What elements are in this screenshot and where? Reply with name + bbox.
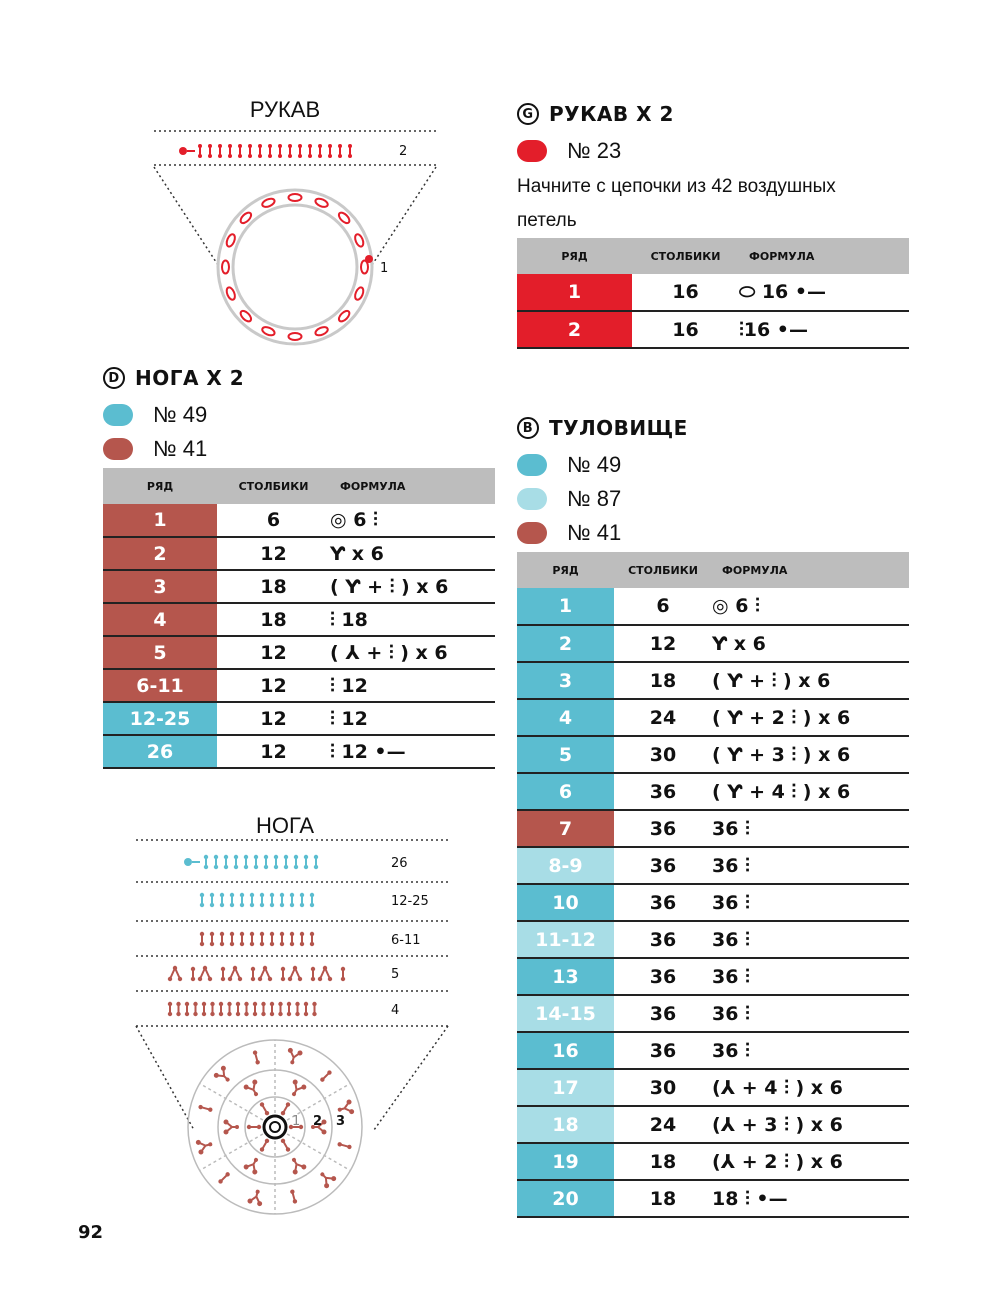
table-row	[517, 847, 909, 884]
col-header-stitches: СТОЛБИКИ	[614, 552, 712, 588]
chain-stitch-mark	[222, 261, 229, 274]
leg-row-label: 26	[391, 856, 408, 871]
single-crochet-mark	[219, 1002, 223, 1016]
slip-stitch-mark	[184, 858, 192, 866]
row-number: 10	[517, 884, 614, 921]
single-crochet-mark	[311, 967, 315, 981]
chain-stitch-mark	[225, 286, 236, 301]
col-header-row: РЯД	[103, 468, 217, 504]
section-g-title	[517, 102, 674, 126]
row-number: 16	[517, 1032, 614, 1069]
section-g-note: Начните с цепочки из 42 воздушных петель	[517, 176, 836, 231]
single-crochet-mark	[295, 1002, 299, 1016]
single-crochet-mark	[270, 932, 274, 946]
section-b-legend-item	[517, 520, 621, 546]
table-row	[517, 736, 909, 773]
formula: ( Ƴ + 4 ⫶ ) x 6	[712, 773, 909, 810]
table-row	[517, 311, 909, 348]
stitch-count: 6	[217, 504, 330, 537]
row-number: 5	[103, 636, 217, 669]
formula: ◎ 6 ⫶	[330, 504, 495, 537]
row-number: 3	[103, 570, 217, 603]
row-number: 20	[517, 1180, 614, 1217]
yarn-number: № 87	[567, 486, 622, 511]
increase-mark	[224, 1120, 240, 1135]
stitch-count: 36	[614, 773, 712, 810]
section-d-legend-item	[103, 402, 207, 428]
single-crochet-mark	[304, 855, 308, 869]
single-crochet-mark	[348, 144, 352, 158]
row-number: 19	[517, 1143, 614, 1180]
section-b-legend-item	[517, 486, 621, 512]
stitch-count: 16	[632, 311, 739, 348]
stitch-count: 36	[614, 810, 712, 847]
chain-stitch-mark	[314, 197, 329, 208]
single-crochet-mark	[221, 967, 225, 981]
formula: Ƴ x 6	[712, 625, 909, 662]
chain-stitch-mark	[314, 325, 329, 336]
stitch-count: 36	[614, 884, 712, 921]
section-d-table	[103, 468, 495, 769]
single-crochet-mark	[280, 893, 284, 907]
increase-mark	[287, 1079, 308, 1100]
single-crochet-mark	[337, 1142, 352, 1150]
single-crochet-mark	[220, 893, 224, 907]
row-number: 3	[517, 662, 614, 699]
single-crochet-mark	[244, 855, 248, 869]
single-crochet-mark	[294, 855, 298, 869]
single-crochet-mark	[280, 1138, 291, 1153]
col-header-formula: ФОРМУЛА	[330, 468, 495, 504]
single-crochet-mark	[236, 1002, 240, 1016]
col-header-stitches: СТОЛБИКИ	[217, 468, 330, 504]
formula: ◎ 6 ⫶	[712, 588, 909, 625]
row-number: 6	[517, 773, 614, 810]
single-crochet-mark	[210, 1002, 214, 1016]
formula: (⅄ + 3 ⫶ ) x 6	[712, 1106, 909, 1143]
formula: (⅄ + 4 ⫶ ) x 6	[712, 1069, 909, 1106]
table-row	[517, 1069, 909, 1106]
row-number: 4	[103, 603, 217, 636]
single-crochet-mark	[328, 144, 332, 158]
stitch-count: 18	[614, 1180, 712, 1217]
row-number: 8-9	[517, 847, 614, 884]
leg-row-label: 5	[391, 967, 400, 982]
single-crochet-mark	[319, 1069, 332, 1082]
section-b-table	[517, 552, 909, 1218]
table-row	[517, 625, 909, 662]
decrease-mark	[228, 966, 242, 981]
single-crochet-mark	[217, 1171, 230, 1184]
stitch-count: 30	[614, 736, 712, 773]
increase-mark	[213, 1065, 235, 1087]
chain-stitch-mark	[261, 325, 276, 336]
yarn-number: № 49	[567, 452, 622, 477]
single-crochet-mark	[270, 893, 274, 907]
yarn-number: № 41	[153, 436, 208, 461]
section-b-badge: B	[517, 417, 539, 439]
row-number: 6-11	[103, 669, 217, 702]
single-crochet-mark	[274, 855, 278, 869]
sleeve-diagram	[150, 125, 450, 365]
row-number: 13	[517, 958, 614, 995]
row-number: 18	[517, 1106, 614, 1143]
table-row	[103, 735, 495, 768]
section-d-title	[103, 366, 244, 390]
single-crochet-mark	[284, 855, 288, 869]
single-crochet-mark	[314, 855, 318, 869]
single-crochet-mark	[224, 855, 228, 869]
single-crochet-mark	[304, 1002, 308, 1016]
formula: 36 ⫶	[712, 884, 909, 921]
single-crochet-mark	[218, 144, 222, 158]
stitch-count: 36	[614, 921, 712, 958]
stitch-count: 36	[614, 958, 712, 995]
single-crochet-mark	[300, 932, 304, 946]
single-crochet-mark	[244, 1002, 248, 1016]
increase-mark	[287, 1154, 308, 1175]
table-row	[103, 603, 495, 636]
section-b-legend-item	[517, 452, 621, 478]
stitch-count: 36	[614, 1032, 712, 1069]
table-row	[517, 588, 909, 625]
formula: ⫶ 18	[330, 603, 495, 636]
single-crochet-mark	[210, 932, 214, 946]
section-b-title	[517, 416, 688, 440]
table-row	[517, 699, 909, 736]
single-crochet-mark	[185, 1002, 189, 1016]
formula: 36 ⫶	[712, 995, 909, 1032]
slip-stitch-mark	[179, 147, 187, 155]
single-crochet-mark	[228, 144, 232, 158]
formula: ⫶ 12 •—	[330, 735, 495, 768]
row-number: 7	[517, 810, 614, 847]
yarn-number: № 49	[153, 402, 208, 427]
single-crochet-mark	[176, 1002, 180, 1016]
single-crochet-mark	[251, 967, 255, 981]
stitch-count: 18	[614, 662, 712, 699]
single-crochet-mark	[264, 855, 268, 869]
single-crochet-mark	[259, 1138, 270, 1153]
single-crochet-mark	[238, 144, 242, 158]
formula: 36 ⫶	[712, 810, 909, 847]
single-crochet-mark	[308, 144, 312, 158]
single-crochet-mark	[278, 144, 282, 158]
single-crochet-mark	[168, 1002, 172, 1016]
increase-mark	[316, 1168, 338, 1190]
row-number: 11-12	[517, 921, 614, 958]
single-crochet-mark	[298, 144, 302, 158]
formula: Ƴ x 6	[330, 537, 495, 570]
leg-diagram-title: НОГА	[255, 813, 315, 838]
formula: 36 ⫶	[712, 1032, 909, 1069]
yarn-number: № 41	[567, 520, 622, 545]
formula: ( Ƴ + ⫶ ) x 6	[712, 662, 909, 699]
formula: 36 ⫶	[712, 847, 909, 884]
formula: ( Ƴ + 3 ⫶ ) x 6	[712, 736, 909, 773]
leg-ring-label: 3	[336, 1114, 346, 1129]
single-crochet-mark	[248, 144, 252, 158]
increase-mark	[247, 1188, 266, 1207]
row-number: 1	[517, 588, 614, 625]
table-row	[103, 537, 495, 570]
increase-mark	[243, 1079, 264, 1100]
table-row	[517, 662, 909, 699]
table-row	[517, 1180, 909, 1217]
formula: ( Ƴ + ⫶ ) x 6	[330, 570, 495, 603]
single-crochet-mark	[341, 967, 345, 981]
yarn-color-swatch	[517, 454, 547, 476]
decrease-mark	[288, 966, 302, 981]
leg-ring-label: 2	[313, 1114, 323, 1129]
row-number: 2	[517, 625, 614, 662]
single-crochet-mark	[268, 144, 272, 158]
section-d-legend-item	[103, 436, 207, 462]
single-crochet-mark	[204, 855, 208, 869]
col-header-formula: ФОРМУЛА	[712, 552, 909, 588]
col-header-stitches: СТОЛБИКИ	[632, 238, 739, 274]
single-crochet-mark	[214, 855, 218, 869]
single-crochet-mark	[254, 855, 258, 869]
chain-stitch-mark	[353, 286, 364, 301]
decrease-mark	[258, 966, 272, 981]
sleeve-row-label: 1	[380, 261, 389, 276]
single-crochet-mark	[220, 932, 224, 946]
stitch-count: 12	[217, 702, 330, 735]
col-header-formula: ФОРМУЛА	[739, 238, 909, 274]
stitch-count: 12	[217, 669, 330, 702]
single-crochet-mark	[318, 144, 322, 158]
chain-stitch-mark	[289, 333, 302, 340]
table-row	[103, 669, 495, 702]
stitch-count: 12	[217, 636, 330, 669]
decrease-mark	[318, 966, 332, 981]
stitch-count: 24	[614, 1106, 712, 1143]
section-g-heading: РУКАВ X 2	[549, 102, 674, 126]
table-row	[517, 995, 909, 1032]
single-crochet-mark	[338, 144, 342, 158]
single-crochet-mark	[310, 932, 314, 946]
section-d-heading: НОГА X 2	[135, 366, 245, 390]
leg-row-label: 4	[391, 1003, 400, 1018]
table-row	[517, 1106, 909, 1143]
single-crochet-mark	[198, 1104, 213, 1112]
formula: 36 ⫶	[712, 921, 909, 958]
stitch-count: 36	[614, 995, 712, 1032]
single-crochet-mark	[270, 1002, 274, 1016]
stitch-count: 18	[614, 1143, 712, 1180]
yarn-color-swatch	[517, 522, 547, 544]
single-crochet-mark	[280, 932, 284, 946]
single-crochet-mark	[210, 893, 214, 907]
table-row	[103, 504, 495, 537]
col-header-row: РЯД	[517, 552, 614, 588]
formula: ⬭ 16 •—	[739, 274, 909, 311]
table-row	[517, 810, 909, 847]
formula: (⅄ + 2 ⫶ ) x 6	[712, 1143, 909, 1180]
stitch-count: 12	[217, 735, 330, 768]
formula: ⫶ 12	[330, 669, 495, 702]
stitch-count: 18	[217, 603, 330, 636]
section-g-legend-item	[517, 138, 621, 164]
single-crochet-mark	[290, 893, 294, 907]
single-crochet-mark	[259, 1101, 270, 1116]
single-crochet-mark	[280, 1101, 291, 1116]
yarn-color-swatch	[517, 488, 547, 510]
chain-stitch-mark	[261, 197, 276, 208]
single-crochet-mark	[234, 855, 238, 869]
table-row	[517, 274, 909, 311]
section-d-badge: D	[103, 367, 125, 389]
formula: 36 ⫶	[712, 958, 909, 995]
single-crochet-mark	[193, 1002, 197, 1016]
stitch-count: 36	[614, 847, 712, 884]
page-number: 92	[78, 1222, 104, 1243]
chain-stitch-mark	[353, 233, 364, 248]
single-crochet-mark	[290, 932, 294, 946]
yarn-number: № 23	[567, 138, 622, 163]
formula: ( Ƴ + 2 ⫶ ) x 6	[712, 699, 909, 736]
row-number: 1	[103, 504, 217, 537]
single-crochet-mark	[227, 1002, 231, 1016]
stitch-count: 6	[614, 588, 712, 625]
table-row	[517, 958, 909, 995]
leg-row-label: 6-11	[391, 933, 421, 948]
table-row	[103, 570, 495, 603]
single-crochet-mark	[310, 893, 314, 907]
stitch-count: 30	[614, 1069, 712, 1106]
row-number: 14-15	[517, 995, 614, 1032]
table-row	[517, 884, 909, 921]
stitch-count: 24	[614, 699, 712, 736]
row-number: 5	[517, 736, 614, 773]
leg-ring-label: 1	[292, 1114, 301, 1129]
increase-mark	[285, 1047, 304, 1066]
table-row	[517, 1032, 909, 1069]
single-crochet-mark	[200, 932, 204, 946]
single-crochet-mark	[202, 1002, 206, 1016]
single-crochet-mark	[250, 893, 254, 907]
row-number: 26	[103, 735, 217, 768]
single-crochet-mark	[252, 1050, 260, 1065]
decrease-mark	[198, 966, 212, 981]
formula: ⫶ 12	[330, 702, 495, 735]
single-crochet-mark	[258, 144, 262, 158]
row-number: 2	[103, 537, 217, 570]
chain-stitch-mark	[225, 233, 236, 248]
table-row	[517, 1143, 909, 1180]
single-crochet-mark	[281, 967, 285, 981]
stitch-count: 18	[217, 570, 330, 603]
increase-mark	[195, 1137, 214, 1156]
increase-mark	[243, 1154, 264, 1175]
row-number: 17	[517, 1069, 614, 1106]
sleeve-diagram-title: РУКАВ	[249, 97, 321, 122]
single-crochet-mark	[250, 932, 254, 946]
yarn-color-swatch	[103, 404, 133, 426]
section-g-badge: G	[517, 103, 539, 125]
table-row	[517, 773, 909, 810]
single-crochet-mark	[260, 932, 264, 946]
table-row	[103, 636, 495, 669]
single-crochet-mark	[230, 932, 234, 946]
single-crochet-mark	[278, 1002, 282, 1016]
row-number: 1	[517, 274, 632, 311]
decrease-mark	[168, 966, 182, 981]
single-crochet-mark	[230, 893, 234, 907]
section-b-heading: ТУЛОВИЩЕ	[549, 416, 688, 440]
section-g-table	[517, 238, 909, 349]
sleeve-row-label: 2	[399, 144, 408, 159]
formula: ⫶16 •—	[739, 311, 909, 348]
col-header-row: РЯД	[517, 238, 632, 274]
single-crochet-mark	[208, 144, 212, 158]
single-crochet-mark	[300, 893, 304, 907]
stitch-count: 12	[217, 537, 330, 570]
single-crochet-mark	[312, 1002, 316, 1016]
table-row	[103, 702, 495, 735]
single-crochet-mark	[253, 1002, 257, 1016]
row-number: 2	[517, 311, 632, 348]
formula: 18 ⫶ •—	[712, 1180, 909, 1217]
row-number: 4	[517, 699, 614, 736]
yarn-color-swatch	[517, 140, 547, 162]
yarn-color-swatch	[103, 438, 133, 460]
single-crochet-mark	[240, 893, 244, 907]
single-crochet-mark	[288, 144, 292, 158]
chain-stitch-mark	[289, 194, 302, 201]
stitch-count: 12	[614, 625, 712, 662]
leg-row-label: 12-25	[391, 894, 429, 909]
chain-stitch-mark	[361, 261, 368, 274]
single-crochet-mark	[240, 932, 244, 946]
stitch-count: 16	[632, 274, 739, 311]
single-crochet-mark	[191, 967, 195, 981]
single-crochet-mark	[260, 893, 264, 907]
single-crochet-mark	[261, 1002, 265, 1016]
single-crochet-mark	[290, 1189, 298, 1204]
formula: ( ⅄ + ⫶ ) x 6	[330, 636, 495, 669]
single-crochet-mark	[198, 144, 202, 158]
table-row	[517, 921, 909, 958]
single-crochet-mark	[247, 1125, 261, 1129]
single-crochet-mark	[287, 1002, 291, 1016]
row-number: 12-25	[103, 702, 217, 735]
single-crochet-mark	[200, 893, 204, 907]
